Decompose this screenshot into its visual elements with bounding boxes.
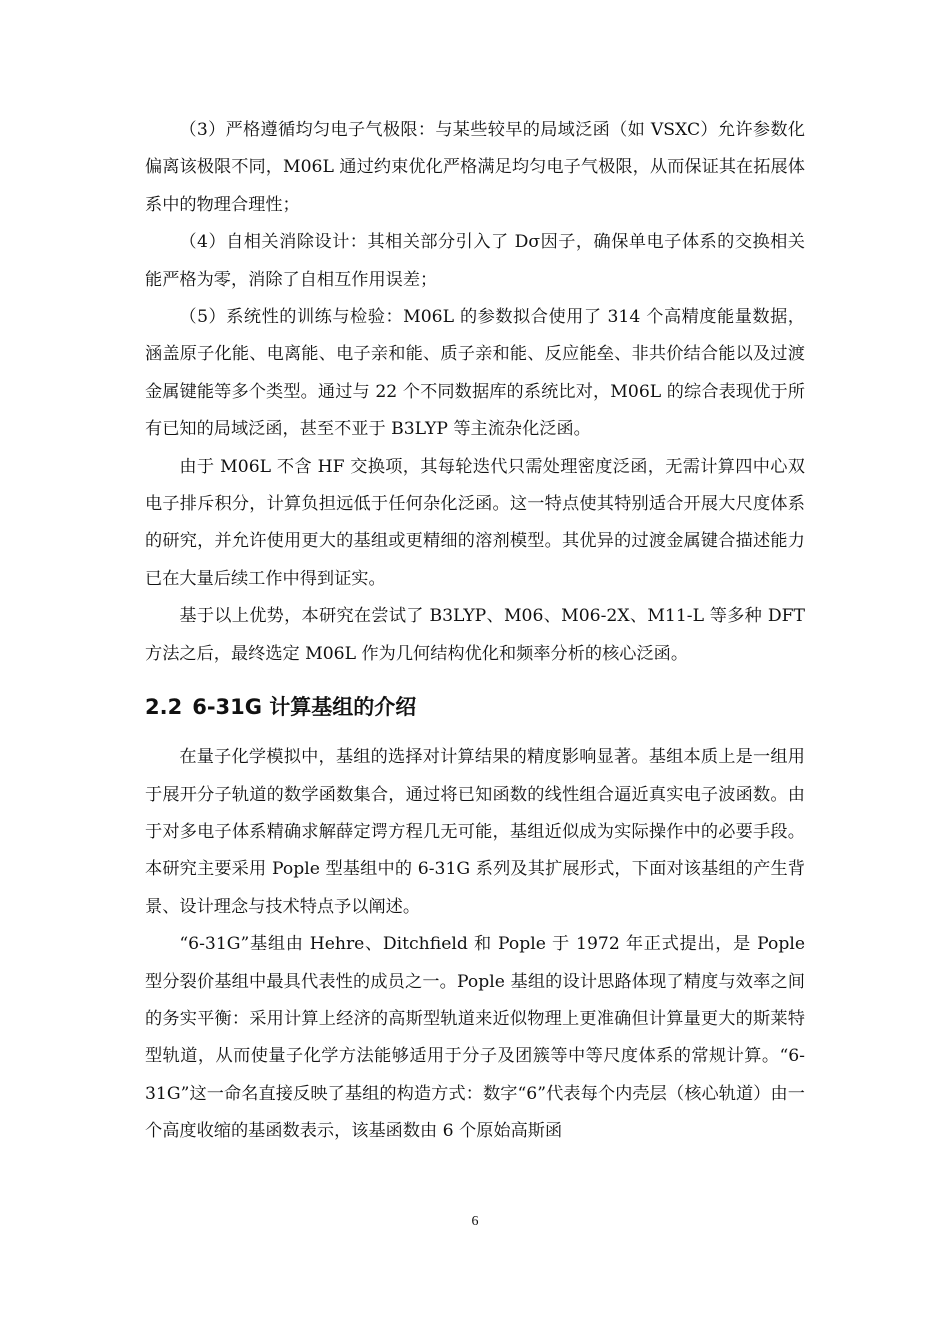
paragraph-no-hf-exchange: 由于 M06L 不含 HF 交换项，其每轮迭代只需处理密度泛函，无需计算四中心双电子排斥积分，计算负担远低于任何杂化泛函。这一特点使其特别适合开展大尺度体系的研究，并允许使用更大的基组或更精细的溶剂模型。其优异的过渡金属键合描述能力已在大量后续工作中得到证实。 xyxy=(145,456,805,589)
paragraph-basis-set-intro: 在量子化学模拟中，基组的选择对计算结果的精度影响显著。基组本质上是一组用于展开分子轨道的数学函数集合，通过将已知函数的线性组合逼近真实电子波函数。由于对多电子体系精确求解薛定谔方程几无可能，基组近似成为实际操作中的必要手段。本研究主要采用 Pople 型基组中的 6-31G 系列及其扩展形式，下面对该基组的产生背景、设计理念与技术特点予以阐述。 xyxy=(145,747,805,917)
section-title: 6-31G 计算基组的介绍 xyxy=(192,695,417,720)
paragraph-method-selection: 基于以上优势，本研究在尝试了 B3LYP、M06、M06-2X、M11-L 等多种 DFT 方法之后，最终选定 M06L 作为几何结构优化和频率分析的核心泛函。 xyxy=(145,606,805,664)
document-page xyxy=(145,112,805,1151)
paragraph-training-validation: （5）系统性的训练与检验：M06L 的参数拟合使用了 314 个高精度能量数据，涵盖原子化能、电离能、电子亲和能、质子亲和能、反应能垒、非共价结合能以及过渡金属键能等多个类型。通过与 22 个不同数据库的系统比对，M06L 的综合表现优于所有已知的局域泛函，甚至不亚于 B3LYP 等主流杂化泛函。 xyxy=(145,307,805,440)
paragraph-uniform-electron-gas: （3）严格遵循均匀电子气极限：与某些较早的局域泛函（如 VSXC）允许参数化偏离该极限不同，M06L 通过约束优化严格满足均匀电子气极限，从而保证其在拓展体系中的物理合理性； xyxy=(145,120,805,215)
paragraph-self-correlation: （4）自相关消除设计：其相关部分引入了 Dσ因子，确保单电子体系的交换相关能严格为零，消除了自相互作用误差； xyxy=(145,232,805,290)
section-heading xyxy=(145,687,805,727)
page-number: 6 xyxy=(471,1214,479,1229)
paragraph-6-31g-history: “6-31G”基组由 Hehre、Ditchfield 和 Pople 于 1972 年正式提出，是 Pople 型分裂价基组中最具代表性的成员之一。Pople 基组的设计思路体现了精度与效率之间的务实平衡：采用计算上经济的高斯型轨道来近似物理上更准确但计算量更大的斯莱特型轨道，从而使量子化学方法能够适用于分子及团簇等中等尺度体系的常规计算。“6-31G”这一命名直接反映了基组的构造方式：数字“6”代表每个内壳层（核心轨道）由一个高度收缩的基函数表示，该基函数由 6 个原始高斯函 xyxy=(145,934,805,1142)
section-number: 2.2 xyxy=(145,695,183,720)
